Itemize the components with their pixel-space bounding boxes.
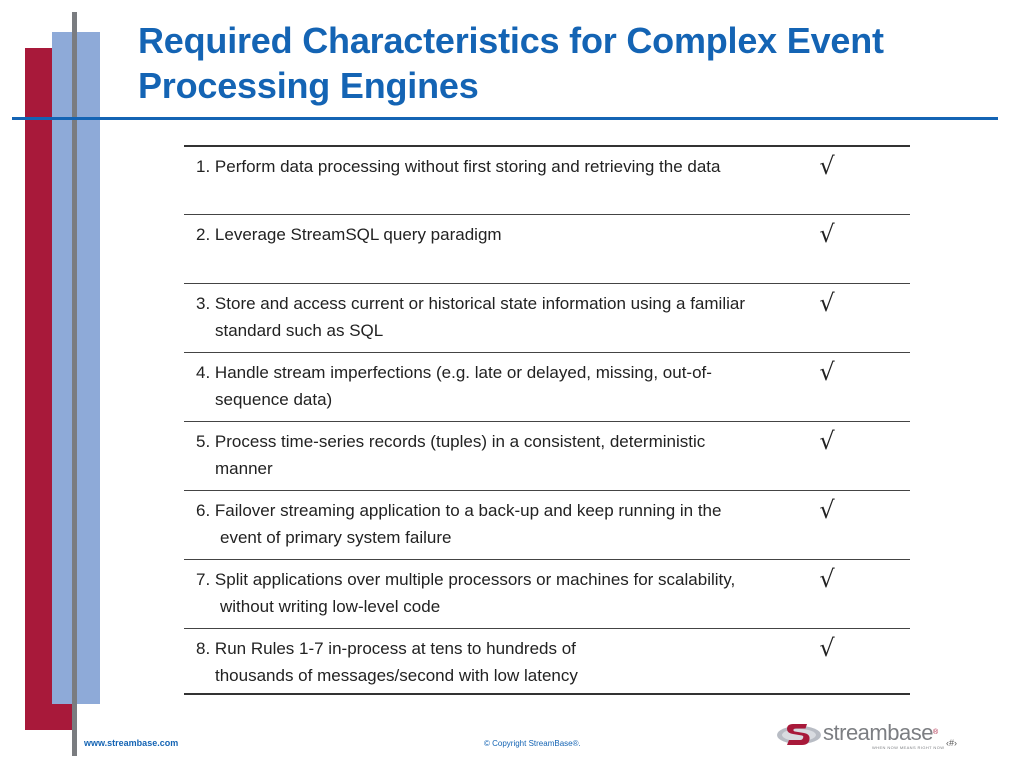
criterion-line-continued: manner — [215, 459, 273, 478]
footer-copyright: © Copyright StreamBase®. — [484, 739, 581, 748]
criterion-line: Split applications over multiple processors or machines for scalability, — [214, 570, 736, 589]
slide-title: Required Characteristics for Complex Event Processing Engines — [138, 20, 884, 106]
criterion-text — [184, 215, 783, 284]
check-mark: √ — [819, 220, 835, 248]
table-row — [184, 215, 910, 284]
page-number: ‹#› — [946, 738, 957, 748]
check-mark: √ — [819, 289, 835, 317]
criterion-text — [184, 146, 783, 215]
streambase-logo — [776, 718, 945, 754]
criterion-line-continued: event of primary system failure — [220, 528, 452, 547]
table-row — [184, 422, 910, 491]
criterion-text — [184, 284, 783, 353]
criterion-line: Failover streaming application to a back-up and keep running in the — [214, 501, 722, 520]
check-mark: √ — [819, 634, 835, 662]
criterion-text — [184, 353, 783, 422]
table-row — [184, 353, 910, 422]
criterion-text — [184, 422, 783, 491]
footer-url[interactable]: www.streambase.com — [84, 738, 179, 748]
check-mark: √ — [819, 152, 835, 180]
check-mark: √ — [819, 565, 835, 593]
table-row — [184, 629, 910, 695]
criterion-line-continued: thousands of messages/second with low latency — [215, 666, 578, 685]
logo-tagline: WHEN NOW MEANS RIGHT NOW — [872, 745, 945, 750]
criterion-number: 4. — [196, 363, 211, 382]
table-row — [184, 284, 910, 353]
criteria-table — [184, 145, 910, 695]
table-row — [184, 146, 910, 215]
table-row — [184, 491, 910, 560]
criterion-number: 5. — [196, 432, 211, 451]
table-row — [184, 560, 910, 629]
criterion-number: 2. — [196, 225, 211, 244]
criterion-line: Run Rules 1-7 in-process at tens to hundreds of — [214, 639, 576, 658]
criterion-text — [184, 629, 783, 695]
check-mark: √ — [819, 496, 835, 524]
criterion-line-continued: standard such as SQL — [215, 321, 384, 340]
criterion-line: Process time-series records (tuples) in a consistent, deterministic — [214, 432, 706, 451]
criterion-line: Perform data processing without first storing and retrieving the data — [214, 157, 721, 176]
criterion-line: Store and access current or historical state information using a familiar — [214, 294, 745, 313]
criterion-line: Handle stream imperfections (e.g. late or delayed, missing, out-of- — [214, 363, 712, 382]
criterion-number: 3. — [196, 294, 211, 313]
decorative-gray-line — [72, 12, 77, 756]
criterion-line-continued: sequence data) — [215, 390, 333, 409]
criterion-text — [184, 560, 783, 629]
criterion-line: Leverage StreamSQL query paradigm — [214, 225, 502, 244]
criterion-number: 7. — [196, 570, 211, 589]
title-underline — [12, 117, 998, 120]
criterion-number: 8. — [196, 639, 211, 658]
criterion-text — [184, 491, 783, 560]
streambase-wordmark: streambase® — [823, 720, 938, 745]
criterion-number: 6. — [196, 501, 211, 520]
criterion-line-continued: without writing low-level code — [220, 597, 441, 616]
check-mark: √ — [819, 427, 835, 455]
streambase-logo-icon — [776, 720, 822, 750]
check-mark: √ — [819, 358, 835, 386]
criterion-number: 1. — [196, 157, 211, 176]
